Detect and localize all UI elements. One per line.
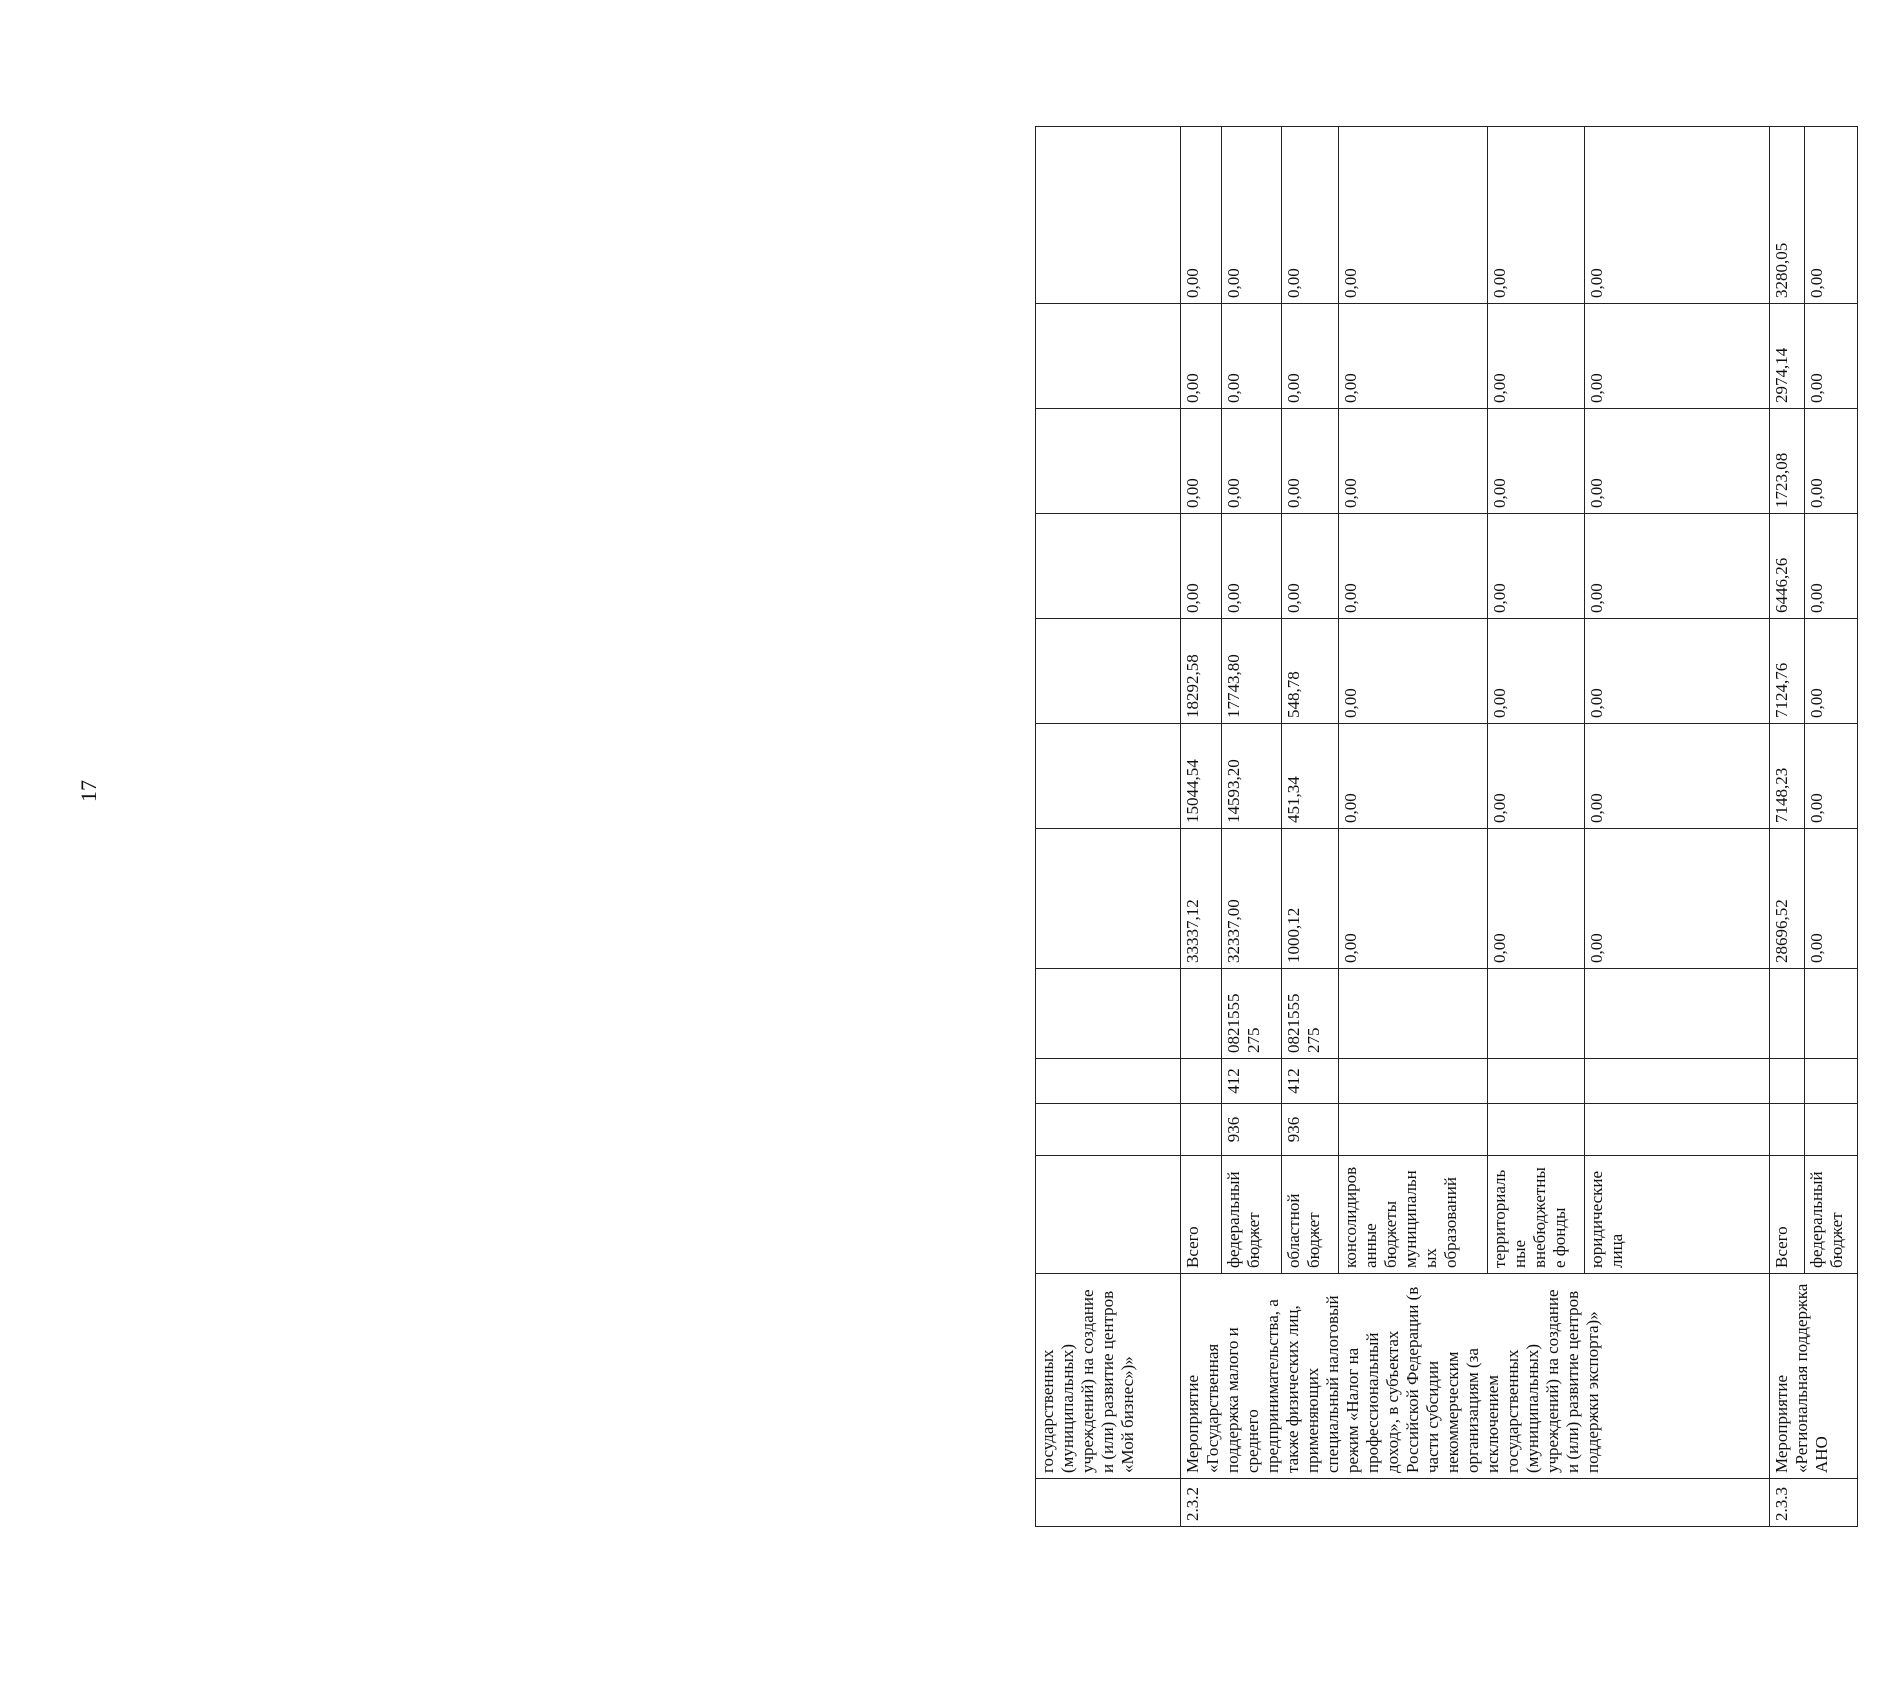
grbs-code	[1585, 1104, 1770, 1156]
year-value: 0,00	[1488, 619, 1585, 724]
csr-code	[1339, 969, 1488, 1059]
continuation-row	[1036, 127, 1181, 1527]
year-value: 0,00	[1488, 304, 1585, 409]
year-value: 0,00	[1488, 409, 1585, 514]
year-value: 0,00	[1339, 409, 1488, 514]
num-cell	[1036, 1479, 1181, 1527]
year-value: 0,00	[1181, 409, 1222, 514]
year-value: 0,00	[1805, 304, 1858, 409]
rzpr-code	[1339, 1059, 1488, 1104]
grbs-code	[1805, 1104, 1858, 1156]
year-value: 451,34	[1282, 724, 1339, 829]
csr-code	[1488, 969, 1585, 1059]
funding-source: юридические лица	[1585, 1156, 1770, 1274]
year-value: 14593,20	[1222, 724, 1282, 829]
year-value: 0,00	[1805, 619, 1858, 724]
total-value: 0,00	[1488, 829, 1585, 969]
funding-source: федеральный бюджет	[1222, 1156, 1282, 1274]
grbs-code	[1770, 1104, 1805, 1156]
rzpr-code	[1585, 1059, 1770, 1104]
year-value: 0,00	[1585, 724, 1770, 829]
page-number: 17	[76, 780, 101, 802]
total-value: 1000,12	[1282, 829, 1339, 969]
year-value: 0,00	[1282, 409, 1339, 514]
year-value: 0,00	[1181, 304, 1222, 409]
year-value: 0,00	[1282, 304, 1339, 409]
year-value: 0,00	[1585, 514, 1770, 619]
year-value: 0,00	[1181, 514, 1222, 619]
item-name: Мероприятие «Государственная поддержка малого и среднего предпринимательства, а также физических лиц, применяющих специальный налоговый режим «Налог на профессиональный доход», в субъектах Российской Федерации (в части субсидии некоммерческим организациям (за исключением государственных (муниципальных) учреждений) на создание и (или) развитие центров поддержки экспорта)»	[1181, 1274, 1770, 1479]
rzpr-code: 412	[1282, 1059, 1339, 1104]
year-value: 0,00	[1222, 514, 1282, 619]
year-value: 0,00	[1585, 619, 1770, 724]
year-value: 0,00	[1339, 304, 1488, 409]
grbs-code: 936	[1222, 1104, 1282, 1156]
year-value: 0,00	[1339, 724, 1488, 829]
year-value: 6446,26	[1770, 514, 1805, 619]
rzpr-code	[1770, 1059, 1805, 1104]
year-value: 0,00	[1585, 304, 1770, 409]
funding-source: Всего	[1181, 1156, 1222, 1274]
year-value: 17743,80	[1222, 619, 1282, 724]
rotated-table-container	[1035, 127, 1895, 1527]
name-cell: государственных (муниципальных) учреждений) на создание и (или) развитие центров «Мой бизнес»)»	[1036, 1274, 1181, 1479]
year-value: 0,00	[1805, 127, 1858, 304]
year-value: 0,00	[1339, 619, 1488, 724]
item-number: 2.3.2	[1181, 1479, 1770, 1527]
total-value: 32337,00	[1222, 829, 1282, 969]
rzpr-code	[1488, 1059, 1585, 1104]
funding-source: областной бюджет	[1282, 1156, 1339, 1274]
csr-code: 0821555 275	[1282, 969, 1339, 1059]
rzpr-code	[1805, 1059, 1858, 1104]
total-value: 0,00	[1805, 829, 1858, 969]
rzpr-code	[1181, 1059, 1222, 1104]
year-value: 15044,54	[1181, 724, 1222, 829]
year-value: 7148,23	[1770, 724, 1805, 829]
year-value: 7124,76	[1770, 619, 1805, 724]
table-row	[1181, 127, 1222, 1527]
year-value: 0,00	[1805, 409, 1858, 514]
total-value: 0,00	[1339, 829, 1488, 969]
year-value: 0,00	[1339, 127, 1488, 304]
total-value: 28696,52	[1770, 829, 1805, 969]
year-value: 0,00	[1488, 514, 1585, 619]
grbs-code: 936	[1282, 1104, 1339, 1156]
year-value: 3280,05	[1770, 127, 1805, 304]
total-value: 33337,12	[1181, 829, 1222, 969]
item-name: Мероприятие «Региональная поддержка АНО	[1770, 1274, 1858, 1479]
csr-code	[1770, 969, 1805, 1059]
year-value: 0,00	[1181, 127, 1222, 304]
year-value: 18292,58	[1181, 619, 1222, 724]
funding-source: федеральный бюджет	[1805, 1156, 1858, 1274]
year-value: 0,00	[1222, 304, 1282, 409]
year-value: 0,00	[1339, 514, 1488, 619]
csr-code	[1585, 969, 1770, 1059]
year-value: 0,00	[1488, 724, 1585, 829]
grbs-code	[1339, 1104, 1488, 1156]
grbs-code	[1181, 1104, 1222, 1156]
year-value: 0,00	[1585, 127, 1770, 304]
year-value: 0,00	[1282, 127, 1339, 304]
year-value: 0,00	[1282, 514, 1339, 619]
year-value: 548,78	[1282, 619, 1339, 724]
year-value: 0,00	[1488, 127, 1585, 304]
year-value: 0,00	[1585, 409, 1770, 514]
year-value: 0,00	[1805, 724, 1858, 829]
grbs-code	[1488, 1104, 1585, 1156]
csr-code	[1181, 969, 1222, 1059]
funding-source: консолидированные бюджеты муниципальных образований	[1339, 1156, 1488, 1274]
year-value: 0,00	[1222, 127, 1282, 304]
total-value: 0,00	[1585, 829, 1770, 969]
csr-code	[1805, 969, 1858, 1059]
year-value: 0,00	[1805, 514, 1858, 619]
table-row	[1770, 127, 1805, 1527]
year-value: 2974,14	[1770, 304, 1805, 409]
funding-source: территориальные внебюджетные фонды	[1488, 1156, 1585, 1274]
budget-table	[1035, 126, 1858, 1527]
funding-source: Всего	[1770, 1156, 1805, 1274]
year-value: 1723,08	[1770, 409, 1805, 514]
item-number: 2.3.3	[1770, 1479, 1858, 1527]
rzpr-code: 412	[1222, 1059, 1282, 1104]
year-value: 0,00	[1222, 409, 1282, 514]
csr-code: 0821555 275	[1222, 969, 1282, 1059]
